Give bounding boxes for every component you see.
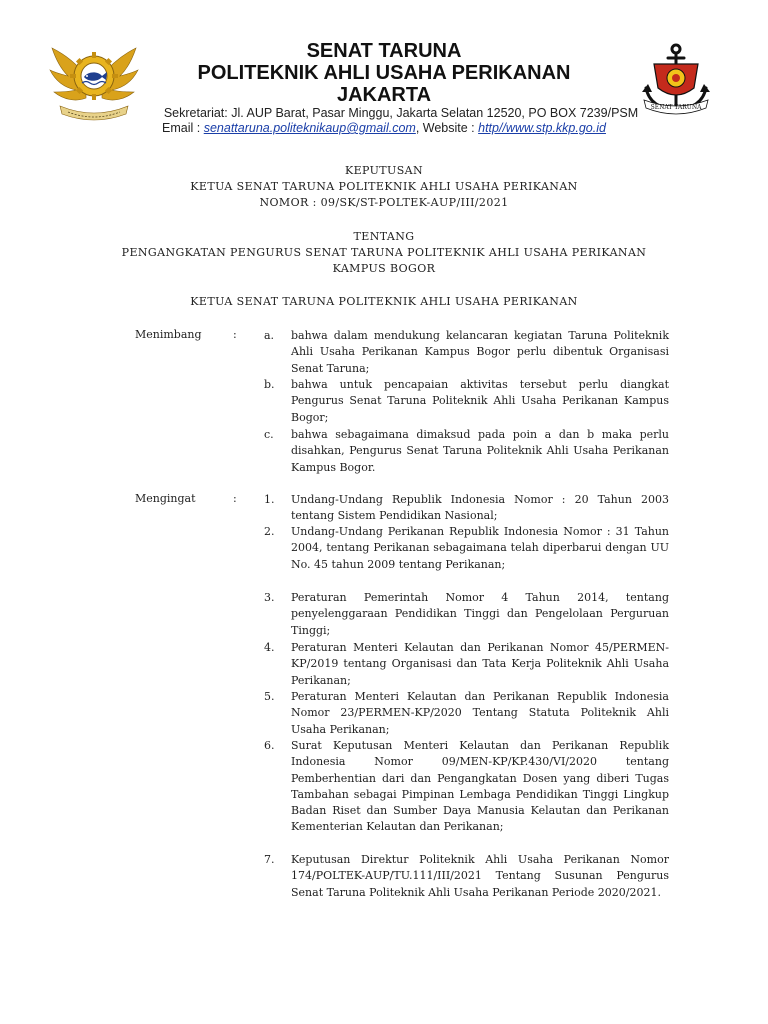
- city-title: JAKARTA: [336, 84, 432, 106]
- item-marker: 4.: [264, 641, 275, 654]
- item-marker: b.: [264, 378, 275, 391]
- org-title: SENAT TARUNA: [306, 40, 462, 62]
- item-text: Peraturan Menteri Kelautan dan Perikanan Republik Indonesia Nomor 23/PERMEN-KP/2020 Tentang Statuta Politeknik Ahli Usaha Perikanan;: [291, 690, 669, 736]
- mengingat-item: [264, 689, 669, 738]
- item-marker: 6.: [264, 739, 275, 752]
- item-text: Keputusan Direktur Politeknik Ahli Usaha Perikanan Nomor 174/POLTEK-AUP/TU.111/III/2021 Tentang Susunan Pengurus Senat Taruna Politeknik Ahli Usaha Perikanan Periode 2020/2021.: [291, 853, 669, 899]
- item-marker: 1.: [264, 493, 275, 506]
- decree-issuer: KETUA SENAT TARUNA POLITEKNIK AHLI USAHA PERIKANAN: [190, 180, 578, 193]
- item-text: Undang-Undang Republik Indonesia Nomor : 20 Tahun 2003 tentang Sistem Pendidikan Nasional;: [291, 493, 669, 523]
- email-label: Email :: [162, 121, 204, 135]
- mengingat-item: [264, 492, 669, 525]
- menimbang-item: [264, 377, 669, 426]
- mengingat-item: [264, 640, 669, 689]
- signatory-title: KETUA SENAT TARUNA POLITEKNIK AHLI USAHA PERIKANAN: [190, 295, 578, 308]
- item-text: bahwa dalam mendukung kelancaran kegiatan Taruna Politeknik Ahli Usaha Perikanan Kampus Bogor perlu dibentuk Organisasi Senat Taruna;: [291, 329, 669, 375]
- institution-title: POLITEKNIK AHLI USAHA PERIKANAN: [197, 62, 571, 84]
- item-text: Undang-Undang Perikanan Republik Indonesia Nomor : 31 Tahun 2004, tentang Perikanan sebagaimana telah diperbarui dengan UU No. 45 tahun 2009 tentang Perikanan;: [291, 525, 669, 571]
- menimbang-label: Menimbang: [135, 328, 202, 341]
- website-link[interactable]: http//www.stp.kkp.go.id: [478, 121, 606, 135]
- mengingat-item: [264, 738, 669, 836]
- item-text: Peraturan Pemerintah Nomor 4 Tahun 2014, tentang penyelenggaraan Pendidikan Tinggi dan Pengelolaan Perguruan Tinggi;: [291, 591, 669, 637]
- website-label: , Website :: [415, 121, 479, 135]
- email-link[interactable]: senattaruna.politeknikaup@gmail.com: [203, 121, 416, 135]
- mengingat-label: Mengingat: [135, 492, 196, 505]
- menimbang-item: [264, 328, 669, 377]
- decree-heading: KEPUTUSAN: [344, 164, 424, 177]
- item-marker: c.: [264, 428, 274, 441]
- mengingat-colon: :: [233, 492, 237, 505]
- logo-ribbon-text: SENAT TARUNA: [650, 104, 702, 111]
- item-marker: 2.: [264, 525, 275, 538]
- senat-taruna-logo: [636, 40, 716, 120]
- menimbang-colon: :: [233, 328, 237, 341]
- item-marker: 7.: [264, 853, 275, 866]
- mengingat-item: [264, 852, 669, 901]
- item-text: Surat Keputusan Menteri Kelautan dan Perikanan Republik Indonesia Nomor 09/MEN-KP/KP.430/VI/2020 tentang Pemberhentian dari dan Pengangkatan Dosen yang diberi Tugas Tambahan sebagai Pimpinan Lembaga Pendidikan Tinggi Lingkup Badan Riset dan Sumber Daya Manusia Kelautan dan Perikanan Kementerian Kelautan dan Perikanan;: [291, 739, 669, 834]
- mengingat-item: [264, 590, 669, 639]
- mengingat-item: [264, 524, 669, 573]
- decree-number: NOMOR : 09/SK/ST-POLTEK-AUP/III/2021: [259, 196, 509, 209]
- about-label: TENTANG: [353, 230, 415, 243]
- item-text: bahwa untuk pencapaian aktivitas tersebut perlu diangkat Pengurus Senat Taruna Politeknik Ahli Usaha Perikanan Kampus Bogor;: [291, 378, 669, 424]
- item-text: bahwa sebagaimana dimaksud pada poin a dan b maka perlu disahkan, Pengurus Senat Taruna Politeknik Ahli Usaha Perikanan Kampus Bogor.: [291, 428, 669, 474]
- item-text: Peraturan Menteri Kelautan dan Perikanan Nomor 45/PERMEN-KP/2019 tentang Organisasi dan Tata Kerja Politeknik Ahli Usaha Perikanan;: [291, 641, 669, 687]
- contact-line: [0, 121, 768, 135]
- item-marker: a.: [264, 329, 275, 342]
- decree-subject: PENGANGKATAN PENGURUS SENAT TARUNA POLITEKNIK AHLI USAHA PERIKANAN: [121, 246, 647, 259]
- decree-subject-campus: KAMPUS BOGOR: [332, 262, 436, 275]
- address-line: Sekretariat: Jl. AUP Barat, Pasar Minggu, Jakarta Selatan 12520, PO BOX 7239/PSM: [163, 106, 639, 120]
- item-marker: 3.: [264, 591, 275, 604]
- item-marker: 5.: [264, 690, 275, 703]
- menimbang-item: [264, 427, 669, 476]
